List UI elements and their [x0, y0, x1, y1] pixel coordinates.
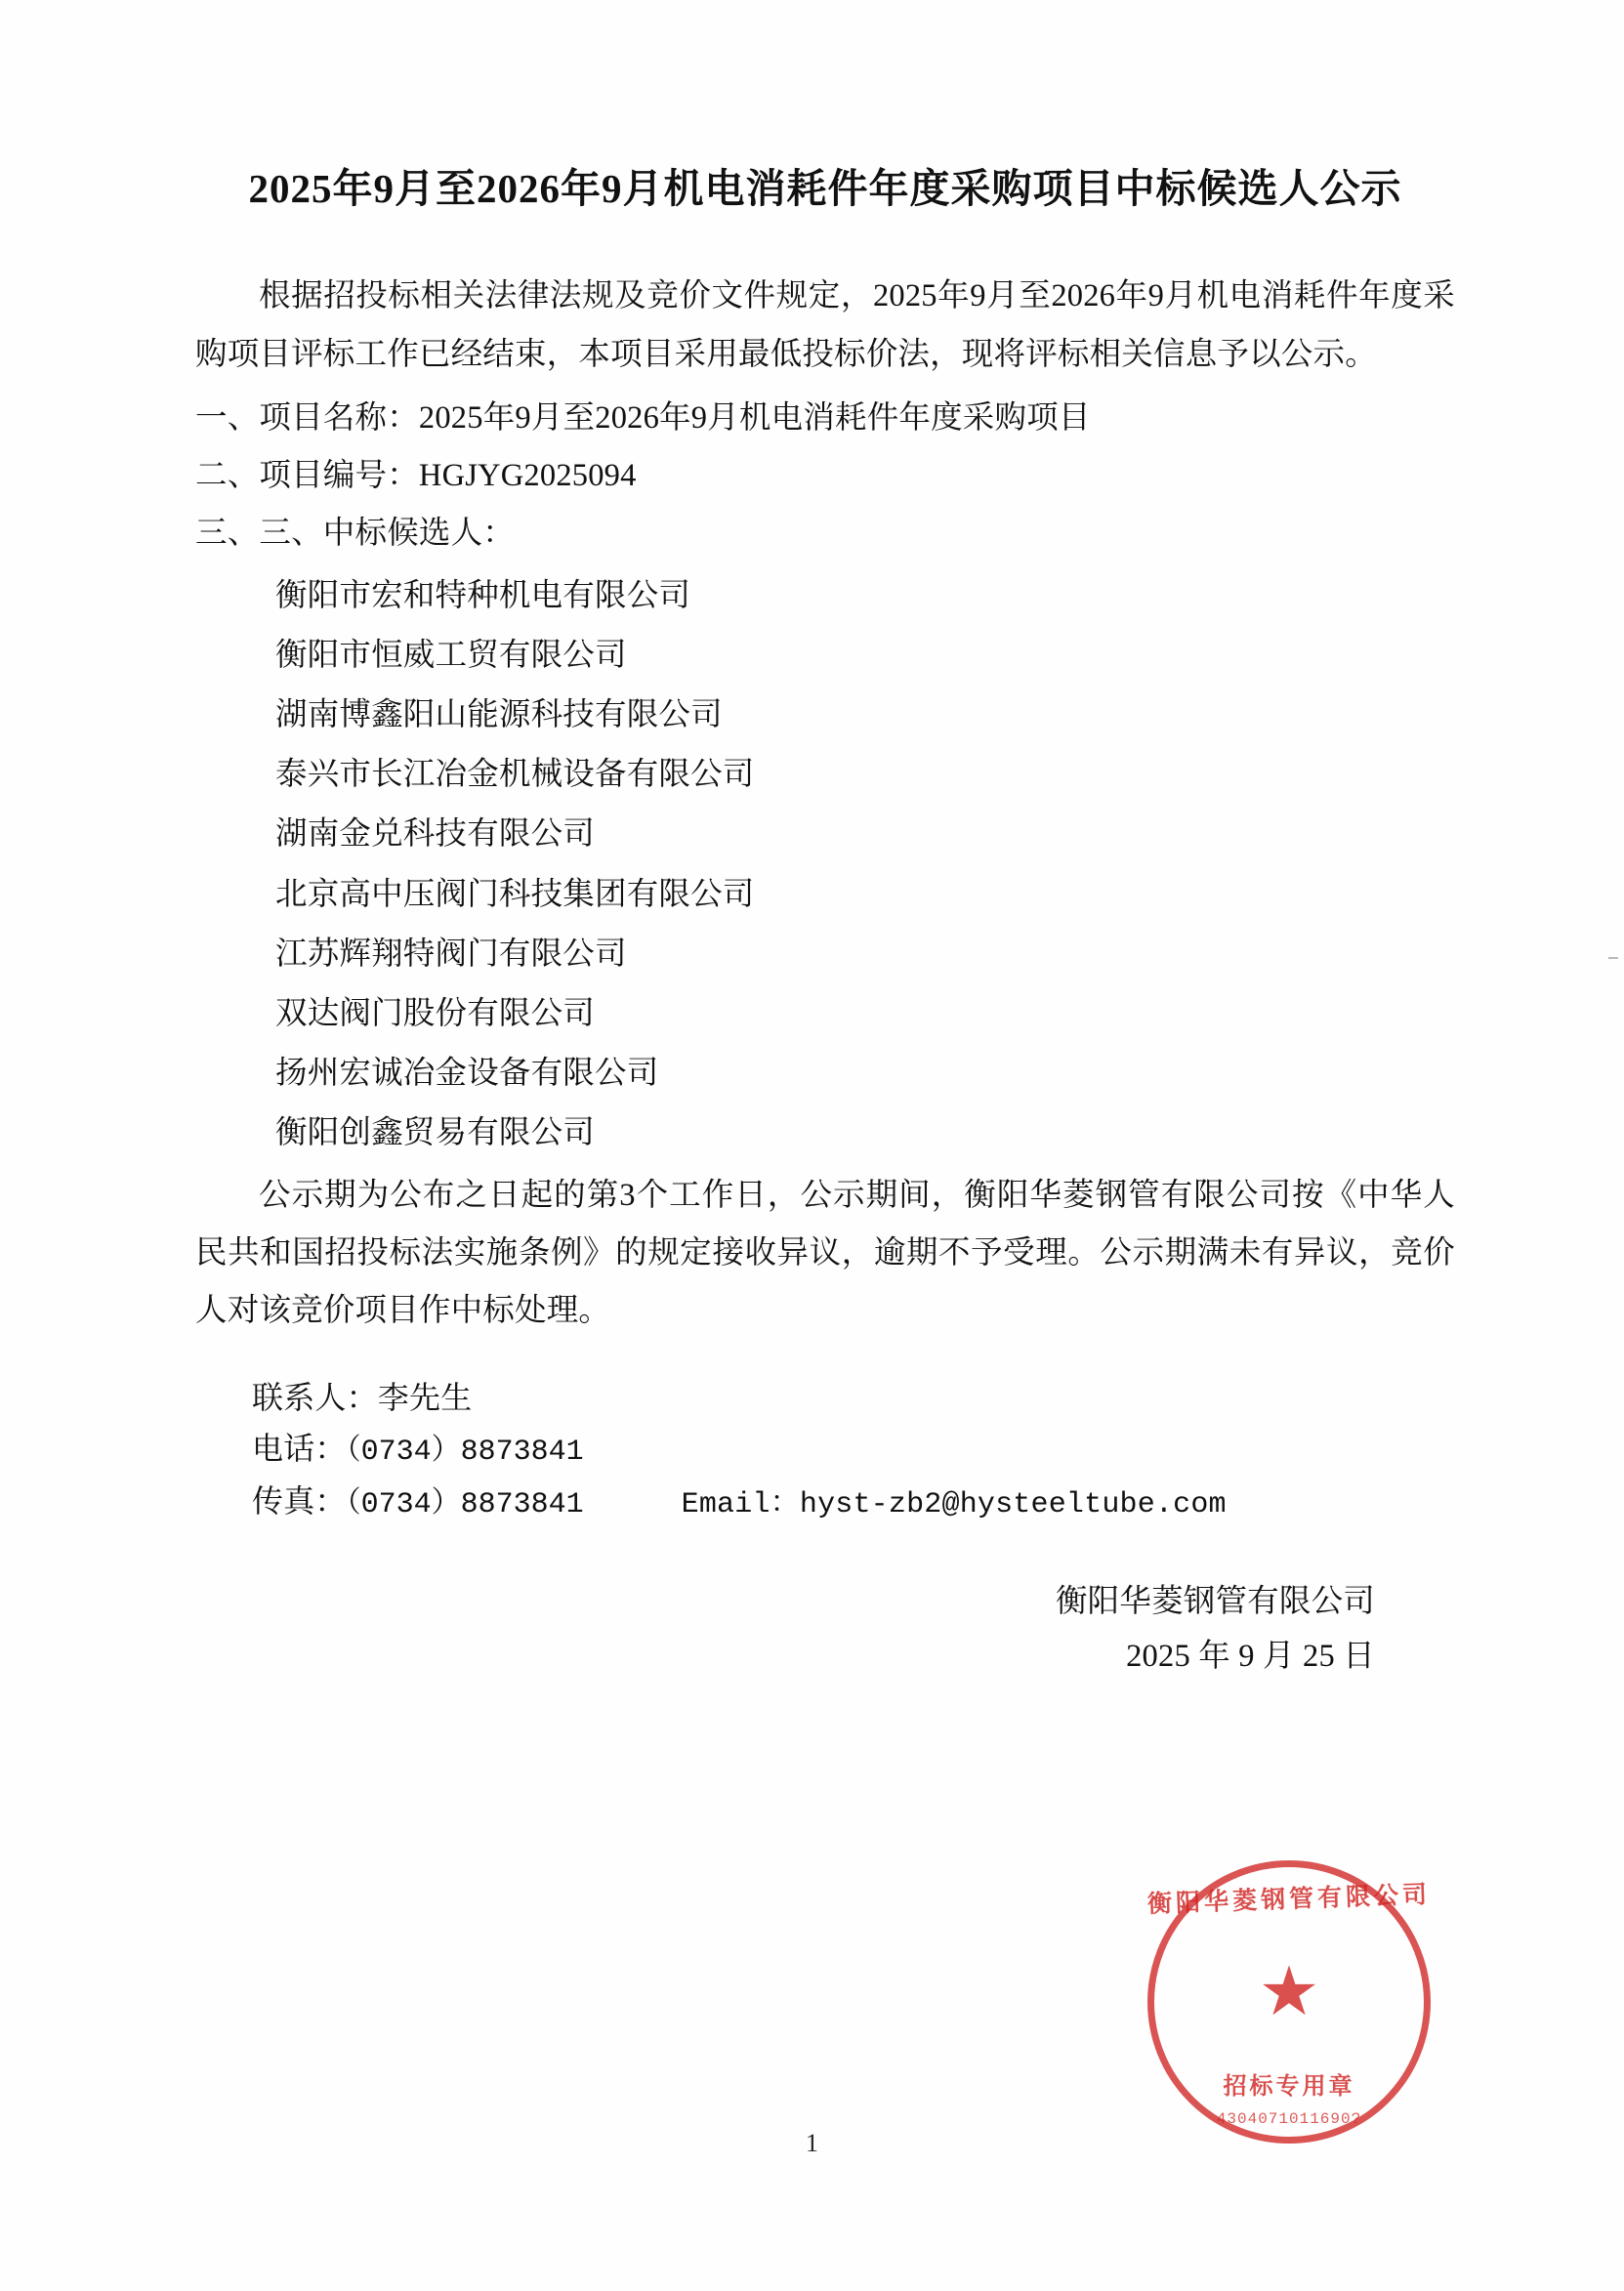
list-item: 湖南博鑫阳山能源科技有限公司: [275, 697, 723, 733]
list-item: 衡阳创鑫贸易有限公司: [275, 1114, 596, 1150]
contact-phone-value: （0734）8873841: [346, 1436, 584, 1470]
list-item: 双达阀门股份有限公司: [275, 995, 596, 1031]
item-candidates-heading: 三、三、中标候选人：: [195, 515, 516, 551]
page-title: 2025年9月至2026年9月机电消耗件年度采购项目中标候选人公示: [248, 166, 1402, 211]
list-item: 江苏辉翔特阀门有限公司: [275, 936, 627, 972]
notice-paragraph: 公示期为公布之日起的第3个工作日，公示期间，衡阳华菱钢管有限公司按《中华人民共和国招投标法实施条例》的规定接收异议，逾期不予受理。公示期满未有异议，竞价人对该竞价项目作中标处理。: [195, 1178, 1455, 1329]
page-edge-mark: [1608, 957, 1618, 959]
star-icon: ★: [1258, 1955, 1320, 2031]
contact-phone-label: 电话：: [252, 1431, 347, 1467]
list-item: 北京高中压阀门科技集团有限公司: [275, 876, 755, 912]
item-project-number: 二、项目编号：HGJYG2025094: [195, 457, 637, 493]
list-item: 扬州宏诚冶金设备有限公司: [275, 1055, 659, 1091]
seal-bottom-text: 招标专用章: [1223, 2074, 1355, 2100]
contact-fax-value: （0734）8873841: [346, 1487, 584, 1521]
candidate-list: [195, 566, 1455, 1163]
document-body: [195, 161, 1455, 1685]
list-item: 衡阳市宏和特种机电有限公司: [275, 578, 691, 614]
signature-company: 衡阳华菱钢管有限公司: [1055, 1584, 1375, 1620]
official-seal-stamp: [1147, 1860, 1431, 2144]
seal-code-text: 4304071011690?: [1216, 2110, 1362, 2128]
signature-block: [195, 1575, 1455, 1685]
page-number: 1: [806, 2129, 818, 2157]
contact-block: [195, 1373, 1455, 1528]
contact-email: Email：hyst-zb2@hysteeltube.com: [681, 1487, 1227, 1521]
list-item: 衡阳市恒威工贸有限公司: [275, 638, 627, 674]
contact-fax: [195, 1477, 1455, 1529]
contact-fax-label: 传真：: [252, 1482, 347, 1519]
intro-paragraph: 根据招投标相关法律法规及竞价文件规定，2025年9月至2026年9月机电消耗件年度采购项目评标工作已经结束，本项目采用最低投标价法，现将评标相关信息予以公示。: [195, 278, 1455, 372]
contact-phone: [195, 1424, 1455, 1477]
item-project-name: 一、项目名称：2025年9月至2026年9月机电消耗件年度采购项目: [195, 399, 1091, 436]
signature-date: 2025 年 9 月 25 日: [1126, 1639, 1375, 1675]
contact-person: 联系人：李先生: [252, 1380, 473, 1416]
seal-ring: [1147, 1860, 1431, 2144]
list-item: 泰兴市长江冶金机械设备有限公司: [275, 757, 755, 793]
seal-top-text: 衡阳华菱钢管有限公司: [1146, 1881, 1432, 1919]
list-item: 湖南金兑科技有限公司: [275, 816, 596, 853]
